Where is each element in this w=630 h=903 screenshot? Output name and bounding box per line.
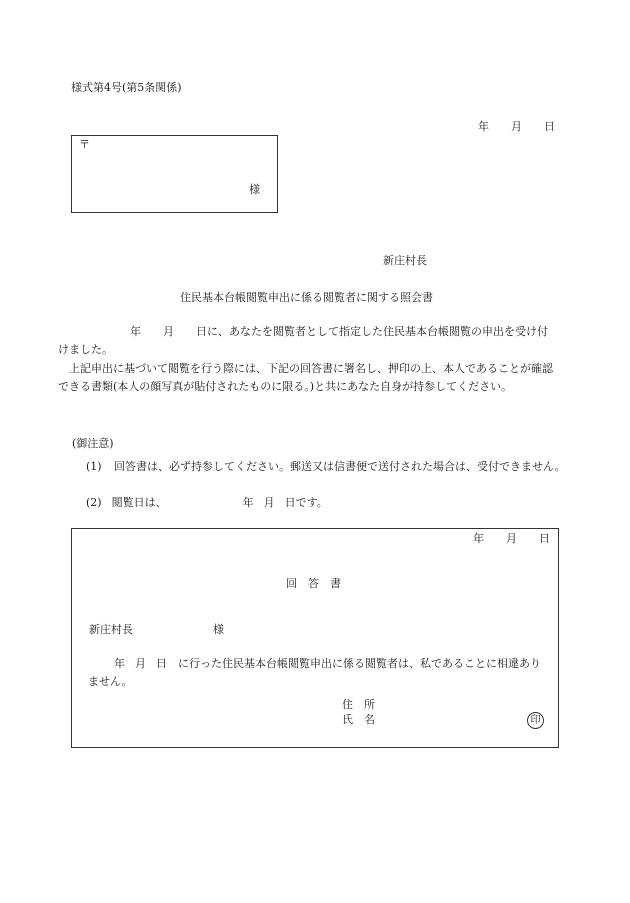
reply-addressee-line — [89, 624, 224, 635]
reply-addressee: 新庄村長 — [89, 623, 133, 636]
note-2 — [86, 497, 328, 508]
reply-date-day: 日 — [539, 532, 550, 545]
reply-stmt-month: 月 — [135, 657, 146, 670]
date-line — [478, 121, 555, 132]
notes-heading: (御注意) — [72, 437, 114, 450]
seal-mark: 印 — [527, 712, 544, 729]
sender: 新庄村長 — [383, 254, 427, 267]
reply-stmt-rest: 日 に行った住民基本台帳閲覧申出に係る閲覧者は、私であることに相違ありません。 — [88, 657, 541, 688]
date-month: 月 — [511, 120, 522, 133]
reply-date-year: 年 — [473, 532, 484, 545]
note-2-num: (2) — [86, 496, 102, 509]
note-2-month: 月 — [263, 496, 275, 509]
note-2-year: 年 — [242, 496, 254, 509]
p2-text: 上記申出に基づいて閲覧を行う際には、下記の回答書に署名し、押印の上、本人であることが確認できる書類(本人の顔写真が貼付されたものに限る。)と共にあなた自身が持参してください。 — [58, 362, 553, 393]
reply-date-line — [473, 533, 550, 544]
paragraph-2 — [58, 360, 558, 396]
reply-stmt-year: 年 — [114, 657, 125, 670]
address-honorific: 様 — [249, 183, 260, 196]
reply-address-label: 住 所 — [342, 698, 375, 711]
address-box — [71, 135, 278, 213]
note-2-day: 日です。 — [284, 496, 328, 509]
form-number: 様式第4号(第5条関係) — [71, 81, 182, 94]
date-day: 日 — [544, 120, 555, 133]
note-2-text: 閲覧日は、 — [111, 496, 167, 509]
document-title: 住民基本台帳閲覧申出に係る閲覧者に関する照会書 — [180, 291, 433, 304]
paragraph-1 — [58, 323, 558, 359]
p1-month: 月 — [163, 325, 174, 338]
p1-rest: 日に、あなたを閲覧者として指定した住民基本台帳閲覧の申出を受け付けました。 — [58, 325, 548, 356]
postal-mark: 〒 — [79, 138, 90, 151]
date-year: 年 — [478, 120, 489, 133]
reply-honorific: 様 — [213, 623, 224, 636]
reply-date-month: 月 — [506, 532, 517, 545]
p1-year: 年 — [130, 325, 141, 338]
note-1-num: (1) — [86, 460, 102, 473]
note-1-text: 回答書は、必ず持参してください。郵送又は信書便で送付された場合は、受付できません。 — [114, 460, 566, 473]
reply-statement — [88, 655, 548, 691]
reply-name-label: 氏 名 — [342, 713, 375, 726]
reply-form-box — [71, 528, 559, 748]
reply-title: 回 答 書 — [286, 577, 341, 590]
note-1 — [86, 458, 590, 476]
